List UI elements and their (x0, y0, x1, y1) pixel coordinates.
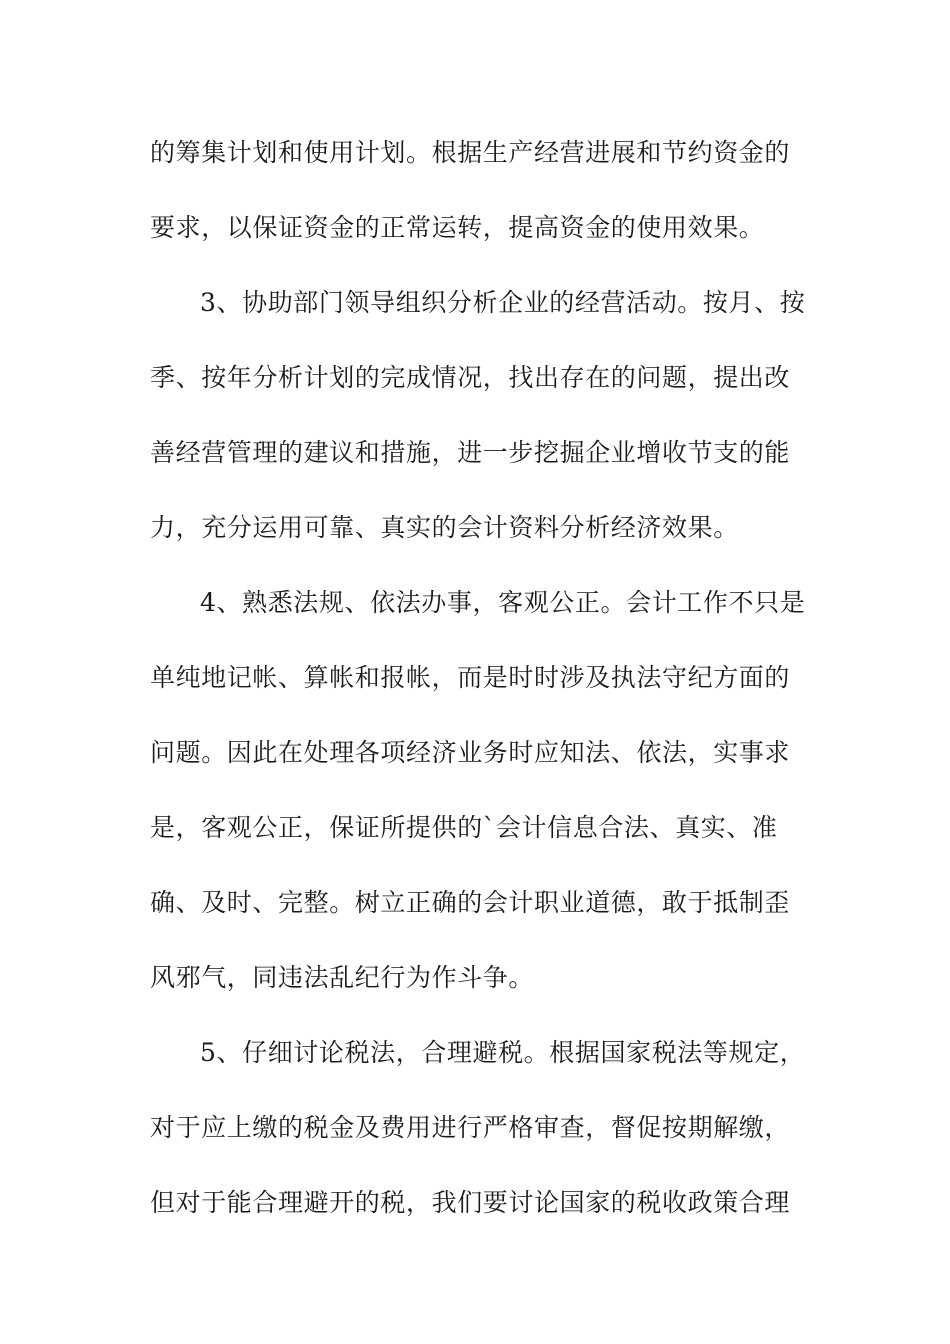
text-line: 对于应上缴的税金及费用进行严格审查，督促按期解缴， (150, 1113, 791, 1142)
paragraph-start-4: 4、熟悉法规、依法办事，客观公正。会计工作不只是 (200, 588, 806, 617)
text-line: 但对于能合理避开的税，我们要讨论国家的税收政策合理 (150, 1188, 791, 1217)
text-line: 是，客观公正，保证所提供的`会计信息合法、真实、准 (150, 813, 778, 842)
text-line: 单纯地记帐、算帐和报帐，而是时时涉及执法守纪方面的 (150, 663, 791, 692)
text-line: 力，充分运用可靠、真实的会计资料分析经济效果。 (150, 513, 739, 542)
text-line: 问题。因此在处理各项经济业务时应知法、依法，实事求 (150, 738, 791, 767)
text-line: 善经营管理的建议和措施，进一步挖掘企业增收节支的能 (150, 438, 791, 467)
text-line: 季、按年分析计划的完成情况，找出存在的问题，提出改 (150, 363, 791, 392)
document-body (150, 125, 810, 1250)
text-line: 要求，以保证资金的正常运转，提高资金的使用效果。 (150, 213, 765, 242)
text-line: 风邪气，同违法乱纪行为作斗争。 (150, 963, 535, 992)
text-line: 确、及时、完整。树立正确的会计职业道德，敢于抵制歪 (150, 888, 791, 917)
text-line: 的筹集计划和使用计划。根据生产经营进展和节约资金的 (150, 138, 791, 167)
paragraph-start-5: 5、仔细讨论税法，合理避税。根据国家税法等规定， (200, 1038, 806, 1067)
paragraph-start-3: 3、协助部门领导组织分析企业的经营活动。按月、按 (200, 288, 806, 317)
